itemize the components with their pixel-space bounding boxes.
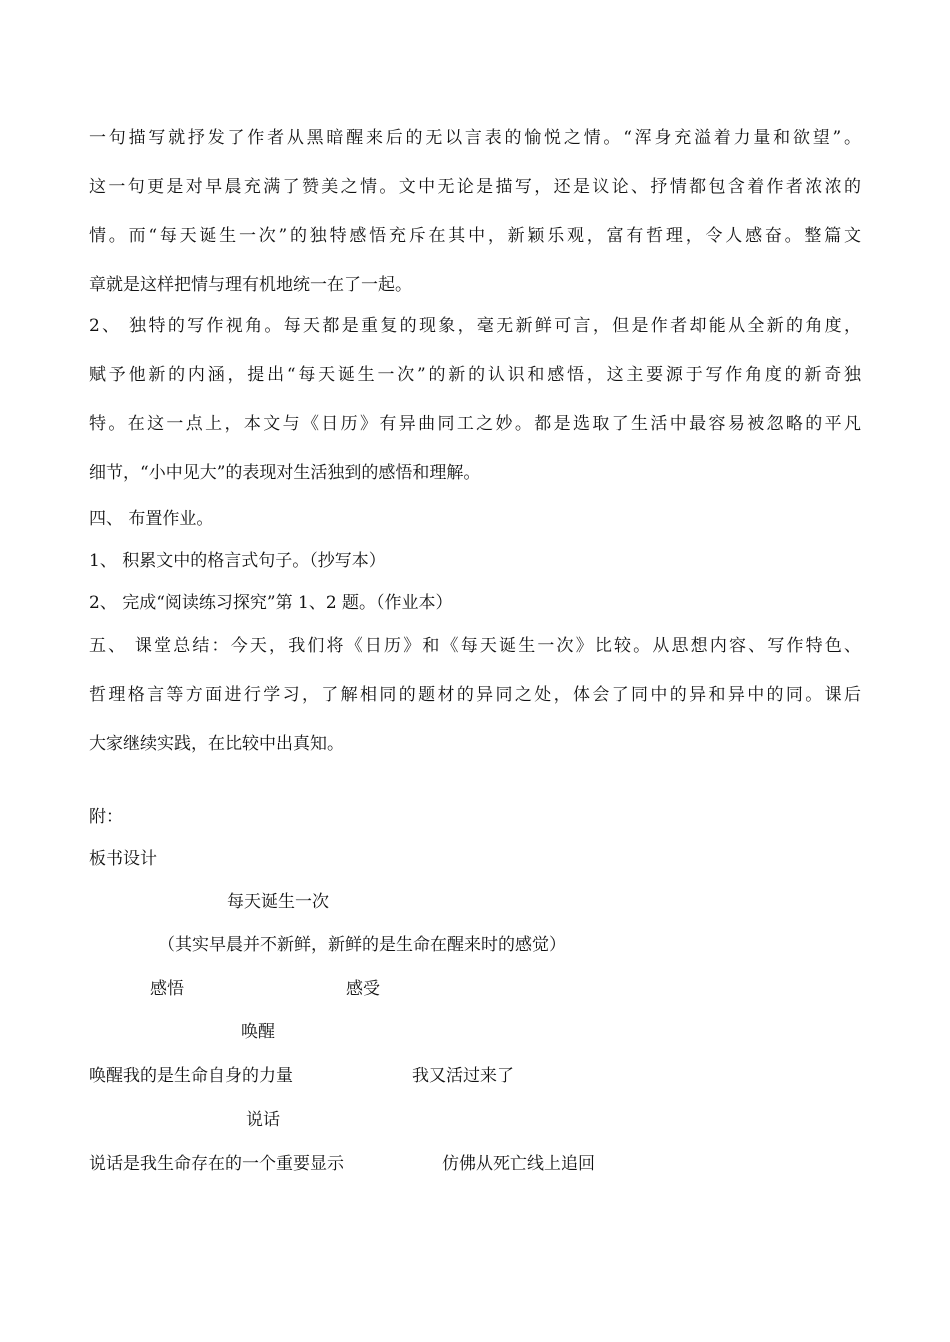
paragraph-line: 这一句更是对早晨充满了赞美之情。文中无论是描写，还是议论、抒情都包含着作者浓浓的 — [89, 177, 861, 197]
board-design-title: 板书设计 — [89, 849, 157, 869]
section-heading: 四、 布置作业。 — [89, 509, 214, 529]
paragraph-line: 赋予他新的内涵，提出“每天诞生一次”的新的认识和感悟，这主要源于写作角度的新奇独 — [89, 365, 861, 385]
homework-item: 1、 积累文中的格言式句子。（抄写本） — [89, 551, 386, 571]
paragraph-line: 章就是这样把情与理有机地统一在了一起。 — [89, 275, 412, 295]
board-column-left: 感悟 — [150, 979, 184, 999]
paragraph-line: 大家继续实践，在比较中出真知。 — [89, 734, 344, 754]
paragraph-line: 细节，“小中见大”的表现对生活独到的感悟和理解。 — [89, 463, 481, 483]
board-row-left: 说话是我生命存在的一个重要显示 — [89, 1154, 344, 1174]
paragraph-line: 特。在这一点上，本文与《日历》有异曲同工之妙。都是选取了生活中最容易被忽略的平凡 — [89, 414, 861, 434]
appendix-label: 附： — [89, 807, 123, 827]
paragraph-line: 五、 课堂总结：今天，我们将《日历》和《每天诞生一次》比较。从思想内容、写作特色、 — [89, 636, 861, 656]
homework-item: 2、 完成“阅读练习探究”第 1、2 题。（作业本） — [89, 593, 453, 613]
paragraph-line: 哲理格言等方面进行学习，了解相同的题材的异同之处，体会了同中的异和异中的同。课后 — [89, 685, 861, 705]
board-node: 说话 — [246, 1110, 280, 1130]
board-row-left: 唤醒我的是生命自身的力量 — [89, 1066, 293, 1086]
board-row-right: 仿佛从死亡线上追回 — [442, 1154, 595, 1174]
board-subheading: （其实早晨并不新鲜，新鲜的是生命在醒来时的感觉） — [158, 935, 566, 955]
board-node: 唤醒 — [241, 1022, 275, 1042]
board-heading: 每天诞生一次 — [227, 892, 329, 912]
paragraph-line: 2、 独特的写作视角。每天都是重复的现象，毫无新鲜可言，但是作者却能从全新的角度， — [89, 316, 861, 336]
board-column-right: 感受 — [346, 979, 380, 999]
paragraph-line: 情。而“每天诞生一次”的独特感悟充斥在其中，新颖乐观，富有哲理，令人感奋。整篇文 — [89, 226, 861, 246]
paragraph-line: 一句描写就抒发了作者从黑暗醒来后的无以言表的愉悦之情。“浑身充溢着力量和欲望”。 — [89, 128, 861, 148]
board-row-right: 我又活过来了 — [412, 1066, 514, 1086]
